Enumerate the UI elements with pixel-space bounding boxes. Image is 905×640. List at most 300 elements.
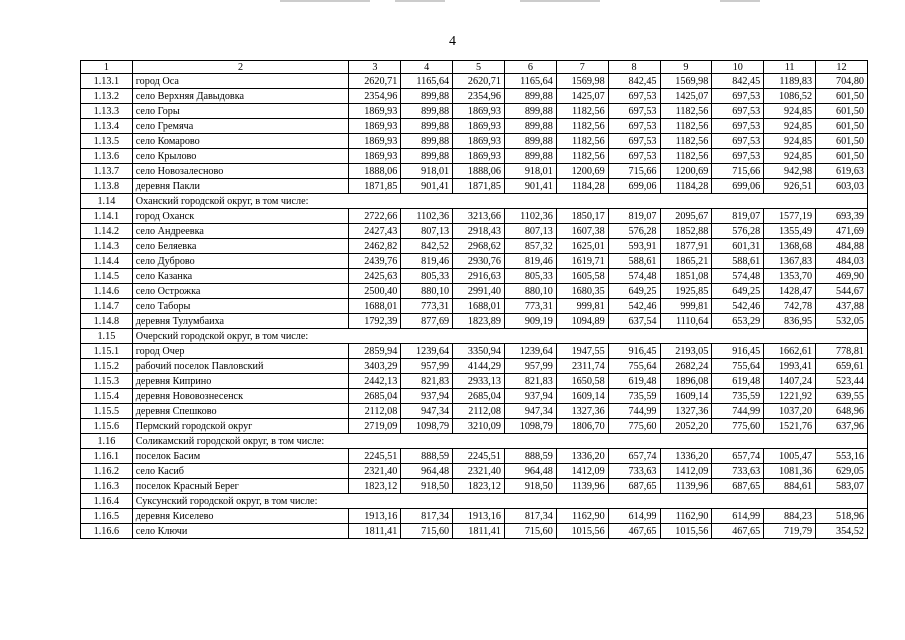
table-row [81,149,868,164]
value-col-5: 1811,41 [453,524,505,539]
value-col-12: 354,52 [816,524,868,539]
value-col-7: 1200,69 [556,164,608,179]
row-code: 1.13.8 [81,179,133,194]
table-row [81,284,868,299]
value-col-8: 699,06 [608,179,660,194]
value-col-6: 807,13 [504,224,556,239]
settlement-name: деревня Пакли [132,179,349,194]
value-col-8: 637,54 [608,314,660,329]
value-col-12: 484,88 [816,239,868,254]
page-number: 4 [449,34,456,49]
settlement-name: поселок Красный Берег [132,479,349,494]
value-col-10: 697,53 [712,104,764,119]
value-col-4: 807,13 [401,224,453,239]
value-col-8: 614,99 [608,509,660,524]
value-col-7: 1162,90 [556,509,608,524]
value-col-8: 576,28 [608,224,660,239]
value-col-3: 2112,08 [349,404,401,419]
table-row [81,404,868,419]
value-col-6: 957,99 [504,359,556,374]
row-code: 1.16.6 [81,524,133,539]
value-col-5: 2685,04 [453,389,505,404]
table-row [81,89,868,104]
value-col-9: 1182,56 [660,119,712,134]
value-col-4: 899,88 [401,104,453,119]
row-code: 1.16.2 [81,464,133,479]
group-row [81,194,868,209]
value-col-3: 1811,41 [349,524,401,539]
table-row [81,254,868,269]
value-col-10: 697,53 [712,89,764,104]
table-row [81,509,868,524]
value-col-5: 1869,93 [453,149,505,164]
table-row [81,389,868,404]
header-col-5: 5 [453,61,505,74]
row-code: 1.15 [81,329,133,344]
value-col-8: 697,53 [608,89,660,104]
row-code: 1.13.2 [81,89,133,104]
value-col-5: 1871,85 [453,179,505,194]
value-col-6: 899,88 [504,104,556,119]
row-code: 1.15.1 [81,344,133,359]
value-col-8: 697,53 [608,134,660,149]
value-col-5: 2968,62 [453,239,505,254]
table-row [81,359,868,374]
value-col-8: 916,45 [608,344,660,359]
row-code: 1.14 [81,194,133,209]
value-col-4: 821,83 [401,374,453,389]
table-row [81,299,868,314]
value-col-11: 719,79 [764,524,816,539]
value-col-10: 574,48 [712,269,764,284]
value-col-4: 899,88 [401,149,453,164]
value-col-12: 523,44 [816,374,868,389]
table-row [81,344,868,359]
table-row [81,164,868,179]
value-col-9: 1015,56 [660,524,712,539]
row-code: 1.15.5 [81,404,133,419]
row-code: 1.15.4 [81,389,133,404]
value-col-4: 880,10 [401,284,453,299]
value-col-12: 544,67 [816,284,868,299]
settlement-name: деревня Спешково [132,404,349,419]
value-col-8: 574,48 [608,269,660,284]
value-col-6: 1102,36 [504,209,556,224]
row-code: 1.15.3 [81,374,133,389]
value-col-7: 2311,74 [556,359,608,374]
value-col-7: 1650,58 [556,374,608,389]
value-col-5: 2991,40 [453,284,505,299]
value-col-10: 744,99 [712,404,764,419]
row-code: 1.16.3 [81,479,133,494]
value-col-6: 947,34 [504,404,556,419]
row-code: 1.16.1 [81,449,133,464]
value-col-3: 2859,94 [349,344,401,359]
value-col-11: 742,78 [764,299,816,314]
value-col-8: 467,65 [608,524,660,539]
value-col-10: 755,64 [712,359,764,374]
group-row [81,329,868,344]
table-header-row [81,61,868,74]
value-col-8: 715,66 [608,164,660,179]
row-code: 1.14.4 [81,254,133,269]
value-col-6: 857,32 [504,239,556,254]
value-col-12: 704,80 [816,74,868,89]
header-col-2: 2 [132,61,349,74]
settlement-name: село Дуброво [132,254,349,269]
value-col-6: 909,19 [504,314,556,329]
value-col-7: 1015,56 [556,524,608,539]
value-col-8: 735,59 [608,389,660,404]
value-col-7: 1947,55 [556,344,608,359]
value-col-11: 1577,19 [764,209,816,224]
value-col-4: 819,46 [401,254,453,269]
value-col-5: 1823,12 [453,479,505,494]
value-col-12: 583,07 [816,479,868,494]
row-code: 1.16.5 [81,509,133,524]
value-col-4: 805,33 [401,269,453,284]
value-col-5: 1913,16 [453,509,505,524]
value-col-7: 1139,96 [556,479,608,494]
value-col-6: 817,34 [504,509,556,524]
value-col-6: 937,94 [504,389,556,404]
value-col-3: 1913,16 [349,509,401,524]
row-code: 1.13.7 [81,164,133,179]
value-col-8: 687,65 [608,479,660,494]
value-col-10: 697,53 [712,149,764,164]
value-col-5: 1688,01 [453,299,505,314]
value-col-7: 1425,07 [556,89,608,104]
value-col-3: 2321,40 [349,464,401,479]
settlement-name: село Казанка [132,269,349,284]
value-col-7: 999,81 [556,299,608,314]
value-col-5: 2620,71 [453,74,505,89]
value-col-12: 629,05 [816,464,868,479]
value-col-3: 1869,93 [349,104,401,119]
value-col-10: 842,45 [712,74,764,89]
value-col-9: 1182,56 [660,134,712,149]
value-col-4: 817,34 [401,509,453,524]
value-col-9: 1851,08 [660,269,712,284]
row-code: 1.14.8 [81,314,133,329]
value-col-6: 918,01 [504,164,556,179]
table-row [81,479,868,494]
value-col-9: 999,81 [660,299,712,314]
value-col-6: 819,46 [504,254,556,269]
settlement-name: город Оса [132,74,349,89]
settlement-name: село Верхняя Давыдовка [132,89,349,104]
value-col-9: 1425,07 [660,89,712,104]
value-col-11: 1993,41 [764,359,816,374]
value-col-11: 1368,68 [764,239,816,254]
value-col-3: 2722,66 [349,209,401,224]
value-col-7: 1184,28 [556,179,608,194]
value-col-7: 1182,56 [556,149,608,164]
value-col-10: 601,31 [712,239,764,254]
value-col-11: 924,85 [764,134,816,149]
value-col-7: 1680,35 [556,284,608,299]
value-col-3: 3403,29 [349,359,401,374]
value-col-4: 715,60 [401,524,453,539]
value-col-5: 1869,93 [453,119,505,134]
value-col-6: 715,60 [504,524,556,539]
value-col-12: 469,90 [816,269,868,284]
settlement-name: Пермский городской округ [132,419,349,434]
value-col-11: 1005,47 [764,449,816,464]
value-col-3: 1871,85 [349,179,401,194]
scan-edge-marks [0,0,905,8]
value-col-10: 697,53 [712,119,764,134]
value-col-11: 1367,83 [764,254,816,269]
value-col-4: 918,01 [401,164,453,179]
row-code: 1.14.1 [81,209,133,224]
value-col-3: 1888,06 [349,164,401,179]
value-col-8: 588,61 [608,254,660,269]
value-col-12: 601,50 [816,119,868,134]
value-col-7: 1569,98 [556,74,608,89]
value-col-5: 2354,96 [453,89,505,104]
table-row [81,74,868,89]
settlement-name: село Комарово [132,134,349,149]
value-col-7: 1850,17 [556,209,608,224]
value-col-12: 648,96 [816,404,868,419]
table-row [81,269,868,284]
table-row [81,524,868,539]
value-col-8: 697,53 [608,104,660,119]
value-col-12: 639,55 [816,389,868,404]
value-col-10: 657,74 [712,449,764,464]
value-col-8: 842,45 [608,74,660,89]
value-col-9: 2682,24 [660,359,712,374]
value-col-12: 437,88 [816,299,868,314]
settlement-name: село Беляевка [132,239,349,254]
value-col-10: 699,06 [712,179,764,194]
value-col-4: 1239,64 [401,344,453,359]
value-col-4: 964,48 [401,464,453,479]
value-col-4: 1098,79 [401,419,453,434]
value-col-6: 899,88 [504,89,556,104]
value-col-7: 1806,70 [556,419,608,434]
value-col-9: 1110,64 [660,314,712,329]
value-col-11: 1086,52 [764,89,816,104]
table-row [81,104,868,119]
table-row [81,224,868,239]
row-code: 1.16 [81,434,133,449]
value-col-3: 1792,39 [349,314,401,329]
value-col-11: 924,85 [764,149,816,164]
settlement-name: поселок Басим [132,449,349,464]
value-col-3: 1688,01 [349,299,401,314]
value-col-4: 918,50 [401,479,453,494]
value-col-12: 601,50 [816,104,868,119]
value-col-7: 1327,36 [556,404,608,419]
value-col-9: 1182,56 [660,149,712,164]
value-col-7: 1607,38 [556,224,608,239]
row-code: 1.13.3 [81,104,133,119]
value-col-11: 942,98 [764,164,816,179]
table-row [81,419,868,434]
value-col-8: 697,53 [608,119,660,134]
value-col-5: 2918,43 [453,224,505,239]
value-col-5: 3213,66 [453,209,505,224]
value-col-12: 637,96 [816,419,868,434]
value-col-9: 1896,08 [660,374,712,389]
value-col-4: 1165,64 [401,74,453,89]
table-body [81,74,868,539]
value-col-5: 1869,93 [453,134,505,149]
value-col-4: 888,59 [401,449,453,464]
settlement-name: село Новозалесново [132,164,349,179]
value-col-7: 1182,56 [556,119,608,134]
value-col-11: 1189,83 [764,74,816,89]
value-col-4: 957,99 [401,359,453,374]
value-col-10: 819,07 [712,209,764,224]
value-col-5: 2321,40 [453,464,505,479]
table-row [81,314,868,329]
settlement-name: село Горы [132,104,349,119]
value-col-11: 884,23 [764,509,816,524]
settlement-name: деревня Нововознесенск [132,389,349,404]
value-col-9: 1139,96 [660,479,712,494]
value-col-11: 1037,20 [764,404,816,419]
settlement-name: село Касиб [132,464,349,479]
table-row [81,179,868,194]
row-code: 1.15.6 [81,419,133,434]
value-col-8: 542,46 [608,299,660,314]
value-col-11: 924,85 [764,119,816,134]
value-col-6: 821,83 [504,374,556,389]
value-col-3: 2439,76 [349,254,401,269]
header-col-1: 1 [81,61,133,74]
value-col-9: 1852,88 [660,224,712,239]
value-col-6: 888,59 [504,449,556,464]
value-col-12: 484,03 [816,254,868,269]
value-col-4: 947,34 [401,404,453,419]
row-code: 1.13.1 [81,74,133,89]
value-col-6: 918,50 [504,479,556,494]
value-col-11: 926,51 [764,179,816,194]
header-col-11: 11 [764,61,816,74]
tariff-table [80,60,868,539]
group-row [81,434,868,449]
value-col-8: 593,91 [608,239,660,254]
settlement-name: деревня Киселево [132,509,349,524]
value-col-11: 1221,92 [764,389,816,404]
value-col-10: 653,29 [712,314,764,329]
value-col-7: 1412,09 [556,464,608,479]
value-col-10: 916,45 [712,344,764,359]
value-col-3: 2500,40 [349,284,401,299]
value-col-11: 1662,61 [764,344,816,359]
header-col-9: 9 [660,61,712,74]
value-col-10: 576,28 [712,224,764,239]
value-col-7: 1619,71 [556,254,608,269]
row-code: 1.14.3 [81,239,133,254]
value-col-6: 1239,64 [504,344,556,359]
value-col-5: 1888,06 [453,164,505,179]
value-col-9: 1609,14 [660,389,712,404]
value-col-11: 1521,76 [764,419,816,434]
value-col-3: 2245,51 [349,449,401,464]
value-col-7: 1094,89 [556,314,608,329]
header-col-3: 3 [349,61,401,74]
value-col-4: 842,52 [401,239,453,254]
value-col-10: 715,66 [712,164,764,179]
settlement-name: деревня Тулумбаиха [132,314,349,329]
value-col-8: 657,74 [608,449,660,464]
value-col-8: 697,53 [608,149,660,164]
value-col-12: 601,50 [816,89,868,104]
settlement-name: город Очер [132,344,349,359]
group-title: Суксунский городской округ, в том числе: [132,494,867,509]
value-col-10: 735,59 [712,389,764,404]
value-col-10: 687,65 [712,479,764,494]
value-col-9: 1327,36 [660,404,712,419]
value-col-9: 1200,69 [660,164,712,179]
value-col-8: 775,60 [608,419,660,434]
value-col-5: 1823,89 [453,314,505,329]
value-col-10: 588,61 [712,254,764,269]
value-col-5: 2930,76 [453,254,505,269]
value-col-6: 964,48 [504,464,556,479]
group-title: Оханский городской округ, в том числе: [132,194,867,209]
value-col-6: 899,88 [504,134,556,149]
value-col-6: 1165,64 [504,74,556,89]
value-col-6: 899,88 [504,119,556,134]
value-col-3: 1869,93 [349,119,401,134]
row-code: 1.14.2 [81,224,133,239]
table-row [81,449,868,464]
value-col-6: 901,41 [504,179,556,194]
value-col-11: 924,85 [764,104,816,119]
value-col-10: 649,25 [712,284,764,299]
value-col-5: 2245,51 [453,449,505,464]
header-col-12: 12 [816,61,868,74]
value-col-3: 2685,04 [349,389,401,404]
value-col-12: 532,05 [816,314,868,329]
table-row [81,239,868,254]
value-col-3: 2427,43 [349,224,401,239]
value-col-4: 1102,36 [401,209,453,224]
row-code: 1.13.5 [81,134,133,149]
value-col-3: 1869,93 [349,134,401,149]
value-col-5: 2916,63 [453,269,505,284]
table-row [81,134,868,149]
row-code: 1.16.4 [81,494,133,509]
value-col-5: 3210,09 [453,419,505,434]
value-col-6: 899,88 [504,149,556,164]
table-row [81,209,868,224]
value-col-9: 1569,98 [660,74,712,89]
value-col-4: 899,88 [401,89,453,104]
value-col-7: 1182,56 [556,134,608,149]
value-col-6: 880,10 [504,284,556,299]
value-col-3: 2719,09 [349,419,401,434]
value-col-12: 518,96 [816,509,868,524]
value-col-12: 601,50 [816,149,868,164]
value-col-3: 2620,71 [349,74,401,89]
value-col-8: 649,25 [608,284,660,299]
settlement-name: село Ключи [132,524,349,539]
value-col-12: 471,69 [816,224,868,239]
value-col-7: 1609,14 [556,389,608,404]
value-col-9: 2052,20 [660,419,712,434]
value-col-9: 1184,28 [660,179,712,194]
value-col-10: 542,46 [712,299,764,314]
value-col-12: 601,50 [816,134,868,149]
header-col-7: 7 [556,61,608,74]
value-col-11: 1407,24 [764,374,816,389]
